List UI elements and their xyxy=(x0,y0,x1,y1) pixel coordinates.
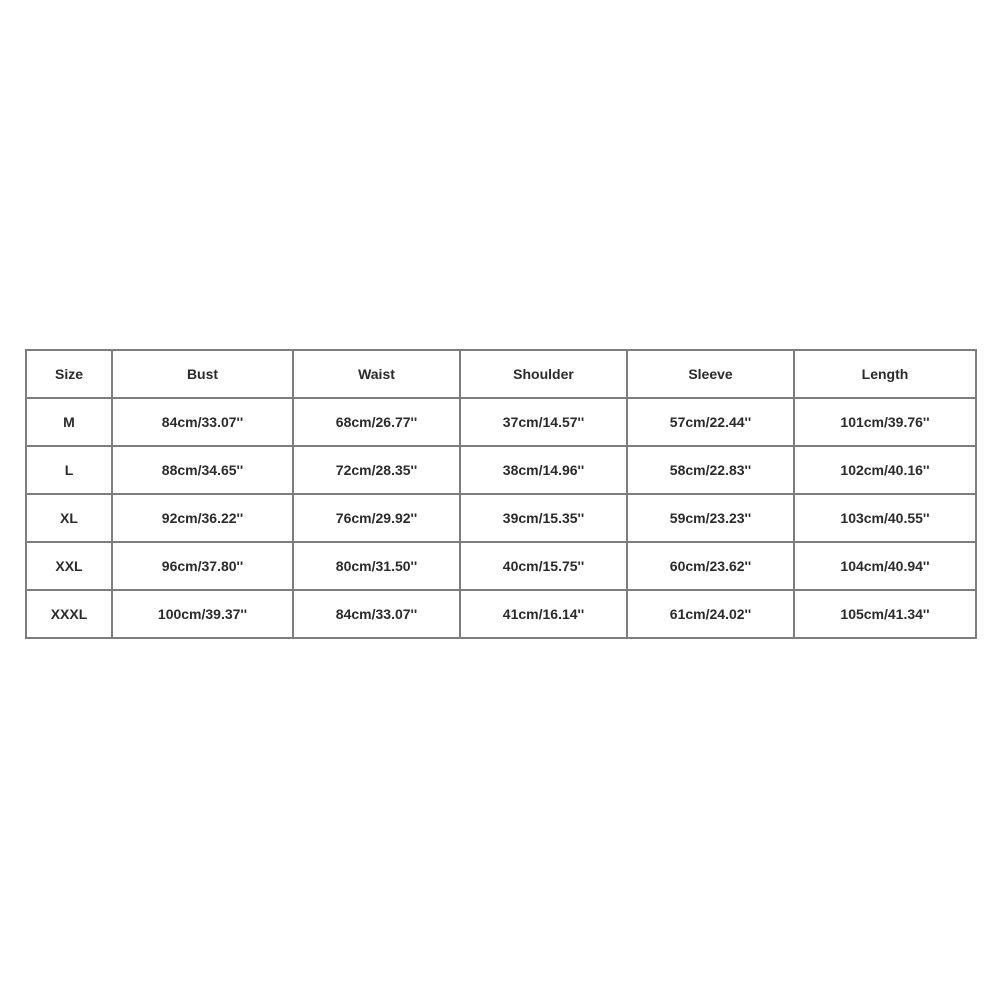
size-chart-table xyxy=(25,349,977,639)
table-row xyxy=(26,542,976,590)
header-sleeve: Sleeve xyxy=(627,350,794,398)
waist-cell: 72cm/28.35'' xyxy=(293,446,460,494)
sleeve-cell: 59cm/23.23'' xyxy=(627,494,794,542)
length-cell: 104cm/40.94'' xyxy=(794,542,976,590)
header-bust: Bust xyxy=(112,350,293,398)
table-row xyxy=(26,398,976,446)
sleeve-cell: 57cm/22.44'' xyxy=(627,398,794,446)
size-cell: M xyxy=(26,398,112,446)
bust-cell: 92cm/36.22'' xyxy=(112,494,293,542)
header-length: Length xyxy=(794,350,976,398)
size-cell: XXXL xyxy=(26,590,112,638)
bust-cell: 96cm/37.80'' xyxy=(112,542,293,590)
header-waist: Waist xyxy=(293,350,460,398)
sleeve-cell: 58cm/22.83'' xyxy=(627,446,794,494)
header-size: Size xyxy=(26,350,112,398)
bust-cell: 88cm/34.65'' xyxy=(112,446,293,494)
sleeve-cell: 60cm/23.62'' xyxy=(627,542,794,590)
waist-cell: 68cm/26.77'' xyxy=(293,398,460,446)
sleeve-cell: 61cm/24.02'' xyxy=(627,590,794,638)
waist-cell: 76cm/29.92'' xyxy=(293,494,460,542)
length-cell: 101cm/39.76'' xyxy=(794,398,976,446)
waist-cell: 80cm/31.50'' xyxy=(293,542,460,590)
table-row xyxy=(26,494,976,542)
table-row xyxy=(26,446,976,494)
size-cell: XXL xyxy=(26,542,112,590)
shoulder-cell: 38cm/14.96'' xyxy=(460,446,627,494)
shoulder-cell: 41cm/16.14'' xyxy=(460,590,627,638)
bust-cell: 100cm/39.37'' xyxy=(112,590,293,638)
header-shoulder: Shoulder xyxy=(460,350,627,398)
length-cell: 103cm/40.55'' xyxy=(794,494,976,542)
shoulder-cell: 37cm/14.57'' xyxy=(460,398,627,446)
length-cell: 102cm/40.16'' xyxy=(794,446,976,494)
bust-cell: 84cm/33.07'' xyxy=(112,398,293,446)
waist-cell: 84cm/33.07'' xyxy=(293,590,460,638)
size-cell: XL xyxy=(26,494,112,542)
shoulder-cell: 40cm/15.75'' xyxy=(460,542,627,590)
size-cell: L xyxy=(26,446,112,494)
table-row xyxy=(26,590,976,638)
header-row xyxy=(26,350,976,398)
length-cell: 105cm/41.34'' xyxy=(794,590,976,638)
shoulder-cell: 39cm/15.35'' xyxy=(460,494,627,542)
